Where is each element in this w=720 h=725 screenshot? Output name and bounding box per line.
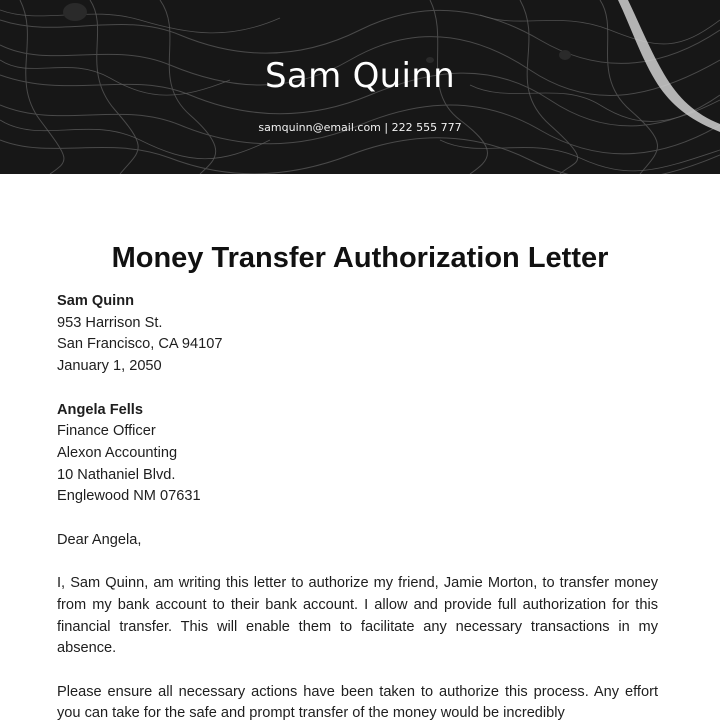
sender-name: Sam Quinn (57, 293, 135, 309)
salutation: Dear Angela, (57, 531, 142, 548)
paragraph-request: Please ensure all necessary actions have been taken to authorize this process. Any effort you can take for the safe and prompt transfer of the money would be incredibly (57, 683, 658, 722)
sender-city: San Francisco, CA 94107 (57, 336, 223, 353)
header-name: Sam Quinn (265, 56, 455, 96)
paragraph-authorization: I, Sam Quinn, am writing this letter to authorize my friend, Jamie Morton, to transfer money from my bank account to their bank account. I allow and provide full authorization for this financial transfer. This will enable them to facilitate any necessary transactions in my absence. (57, 575, 658, 657)
sender-block (57, 291, 658, 378)
recipient-block (57, 400, 658, 509)
recipient-street: 10 Nathaniel Blvd. (57, 466, 176, 483)
recipient-city: Englewood NM 07631 (57, 488, 201, 505)
recipient-company: Alexon Accounting (57, 444, 178, 461)
letter-date: January 1, 2050 (57, 358, 162, 375)
sender-street: 953 Harrison St. (57, 314, 163, 331)
letter-body (57, 291, 658, 725)
header-banner (0, 0, 720, 174)
header-contact: samquinn@email.com | 222 555 777 (258, 121, 462, 134)
document-title: Money Transfer Authorization Letter (111, 242, 609, 274)
recipient-name: Angela Fells (57, 401, 143, 418)
recipient-role: Finance Officer (57, 423, 156, 440)
